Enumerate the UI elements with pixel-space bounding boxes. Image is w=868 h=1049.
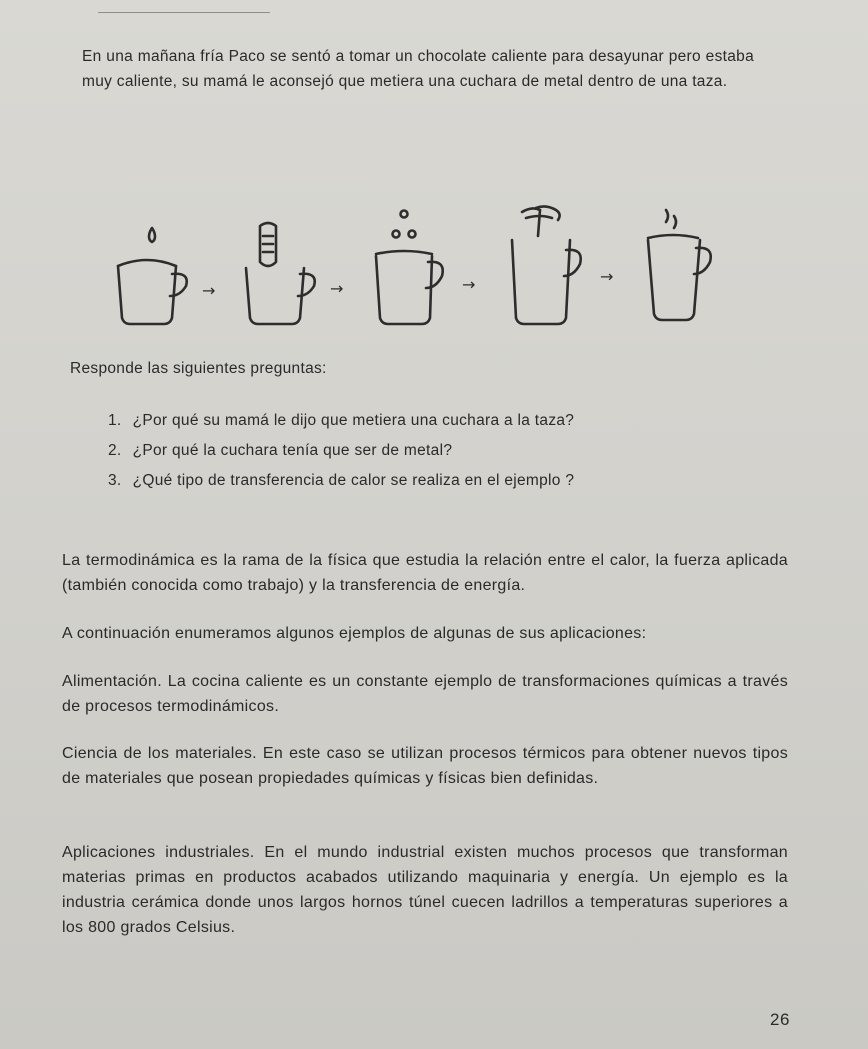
question-item [108, 440, 574, 470]
arrow-3: → [462, 275, 476, 294]
question-text: ¿Por qué su mamá le dijo que metiera una cuchara a la taza? [132, 412, 575, 429]
question-text: ¿Qué tipo de transferencia de calor se realiza en el ejemplo ? [132, 472, 575, 489]
materials-paragraph: Ciencia de los materiales. En este caso se utilizan procesos térmicos para obtener nuevos tipos de materiales que posean propiedades químicas y físicas bien definidas. [62, 745, 788, 787]
top-rule [98, 12, 270, 13]
questions-prompt: Responde las siguientes preguntas: [70, 360, 327, 377]
food-paragraph: Alimentación. La cocina caliente es un constante ejemplo de transformaciones químicas a través de procesos termodinámicos. [62, 673, 788, 715]
intro-paragraph: En una mañana fría Paco se sentó a tomar un chocolate caliente para desayunar pero estaba muy caliente, su mamá le aconsejó que metiera una cuchara de metal dentro de una taza. [82, 47, 754, 90]
cup-icon-hot [118, 228, 187, 324]
definition-paragraph: La termodinámica es la rama de la física que estudia la relación entre el calor, la fuerza aplicada (también conocida como trabajo) y la transferencia de energía. [62, 552, 788, 594]
question-item [108, 470, 574, 500]
question-number: 1. [108, 412, 122, 429]
question-item [108, 410, 574, 440]
question-number: 3. [108, 472, 122, 489]
question-text: ¿Por qué la cuchara tenía que ser de metal? [132, 442, 453, 459]
page-number: 26 [770, 1010, 790, 1029]
question-list [108, 410, 574, 500]
arrow-4: → [600, 267, 614, 286]
arrow-1: → [202, 281, 216, 300]
cup-icon-cooled [648, 210, 711, 320]
arrow-2: → [330, 279, 344, 298]
question-number: 2. [108, 442, 122, 459]
cup-sequence [100, 196, 740, 336]
cup-icon-spoon-in [246, 223, 315, 324]
industrial-paragraph: Aplicaciones industriales. En el mundo industrial existen muchos procesos que transforman materias primas en productos acabados utilizando maquinaria y energía. Un ejemplo es la industria cerámica donde unos largos hornos túnel cuecen ladrillos a temperaturas superiores a los 800 grados Celsius. [62, 844, 788, 936]
applications-intro: A continuación enumeramos algunos ejemplos de algunas de sus aplicaciones: [62, 625, 647, 642]
cup-sequence-illustration [100, 196, 740, 336]
cup-icon-spoon-cooling [512, 206, 581, 324]
cup-icon-bubbles [376, 211, 443, 325]
